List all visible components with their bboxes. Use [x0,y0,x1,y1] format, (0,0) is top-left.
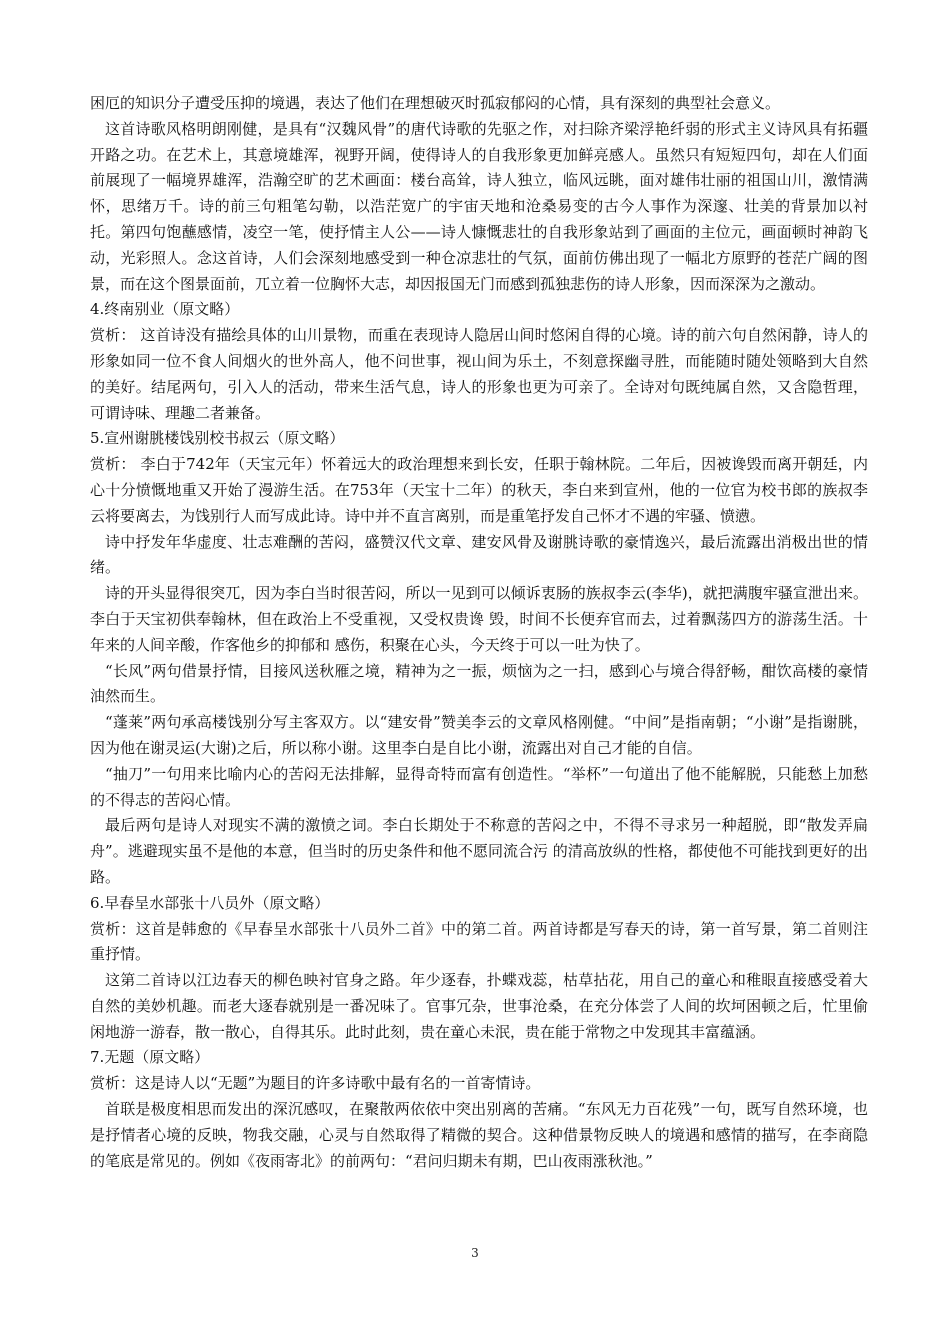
paragraph: 赏析：这是诗人以“无题”为题目的许多诗歌中最有名的一首寄情诗。 [90,1074,541,1093]
document-body [90,91,868,1174]
paragraph: 首联是极度相思而发出的深沉感叹，在聚散两依依中突出别离的苦痛。“东风无力百花残”一句，既写自然环境，也是抒情者心境的反映，物我交融，心灵与自然取得了精微的契合。这种借景物反映人的境遇和感情的描写，在李商隐的笔底是常见的。例如《夜雨寄北》的前两句：“君问归期未有期，巴山夜雨涨秋池。” [90,1100,868,1170]
paragraph: “长风”两句借景抒情，目接风送秋雁之境，精神为之一振，烦恼为之一扫，感到心与境合得舒畅，酣饮高楼的豪情油然而生。 [90,661,868,706]
paragraph: 最后两句是诗人对现实不满的激愤之词。李白长期处于不称意的苦闷之中，不得不寻求另一种超脱，即“散发弄扁舟”。逃避现实虽不是他的本意，但当时的历史条件和他不愿同流合污 的清高放纵的性格，都使他不可能找到更好的出路。 [90,816,868,886]
page-number: 3 [471,1246,479,1260]
paragraph: 这第二首诗以江边春天的柳色映衬官身之路。年少逐春，扑蝶戏蕊，枯草拈花，用自己的童心和稚眼直接感受着大自然的美妙机趣。而老大逐春就别是一番况味了。官事冗杂，世事沧桑，在充分体尝了人间的坎坷困顿之后，忙里偷闲地游一游春，散一散心，自得其乐。此时此刻，贵在童心未泯，贵在能于常物之中发现其丰富蕴涵。 [90,971,868,1041]
paragraph: 这首诗歌风格明朗刚健，是具有“汉魏风骨”的唐代诗歌的先驱之作，对扫除齐梁浮艳纤弱的形式主义诗风具有拓疆开路之功。在艺术上，其意境雄浑，视野开阔，使得诗人的自我形象更加鲜亮感人。虽然只有短短四句，却在人们面前展现了一幅境界雄浑，浩瀚空旷的艺术画面：楼台高耸，诗人独立，临风远眺，面对雄伟壮丽的祖国山川，激情满怀，思绪万千。诗的前三句粗笔勾勒，以浩茫宽广的宇宙天地和沧桑易变的古今人事作为深邃、壮美的背景加以衬托。第四句饱蘸感情，凌空一笔，使抒情主人公——诗人慷慨悲壮的自我形象站到了画面的主位元，画面顿时神韵飞动，光彩照人。念这首诗，人们会深刻地感受到一种仓凉悲壮的气氛，面前仿佛出现了一幅北方原野的苍茫广阔的图景，而在这个图景面前，兀立着一位胸怀大志，却因报国无门而感到孤独悲伤的诗人形象，因而深深为之激动。 [90,119,868,293]
paragraph: 赏析： 李白于742年（天宝元年）怀着远大的政治理想来到长安，任职于翰林院。二年后，因被谗毁而离开朝廷，内心十分愤慨地重又开始了漫游生活。在753年（天宝十二年）的秋天，李白来到宣州，他的一位官为校书郎的族叔李云将要离去，为饯别行人而写成此诗。诗中并不直言离别，而是重笔抒发自己怀才不遇的牢骚、愤懑。 [90,455,868,525]
paragraph: 诗中抒发年华虚度、壮志难酬的苦闷，盛赞汉代文章、建安风骨及谢朓诗歌的豪情逸兴，最后流露出消极出世的情绪。 [90,532,868,577]
section-heading: 4.终南别业（原文略） [90,300,240,319]
paragraph: 诗的开头显得很突兀，因为李白当时很苦闷，所以一见到可以倾诉衷肠的族叔李云(李华)，就把满腹牢骚宣泄出来。李白于天宝初供奉翰林，但在政治上不受重视，又受权贵谗 毁，时间不长便弃官而去，过着飘荡四方的游荡生活。十年来的人间辛酸，作客他乡的抑郁和 感伤，积聚在心头，今天终于可以一吐为快了。 [90,584,868,654]
paragraph: 困厄的知识分子遭受压抑的境遇，表达了他们在理想破灭时孤寂郁闷的心情，具有深刻的典型社会意义。 [90,94,781,112]
paragraph: 赏析：这首是韩愈的《早春呈水部张十八员外二首》中的第二首。两首诗都是写春天的诗，第一首写景，第二首则注重抒情。 [90,919,868,964]
section-heading: 5.宣州谢朓楼饯别校书叔云（原文略） [90,429,345,448]
section-heading: 6.早春呈水部张十八员外（原文略） [90,893,330,912]
paragraph: “抽刀”一句用来比喻内心的苦闷无法排解，显得奇特而富有创造性。“举杯”一句道出了他不能解脱，只能愁上加愁的不得志的苦闷心情。 [90,764,868,809]
section-heading: 7.无题（原文略） [90,1048,210,1067]
paragraph: 赏析： 这首诗没有描绘具体的山川景物，而重在表现诗人隐居山间时悠闲自得的心境。诗的前六句自然闲静，诗人的形象如同一位不食人间烟火的世外高人，他不问世事，视山间为乐土，不刻意探幽寻胜，而能随时随处领略到大自然的美好。结尾两句，引入人的活动，带来生活气息，诗人的形象也更为可亲了。全诗对句既纯属自然，又含隐哲理，可谓诗味、理趣二者兼备。 [90,326,868,422]
paragraph: “蓬莱”两句承高楼饯别分写主客双方。以“建安骨”赞美李云的文章风格刚健。“中间”是指南朝；“小谢”是指谢朓，因为他在谢灵运(大谢)之后，所以称小谢。这里李白是自比小谢，流露出对自己才能的自信。 [90,713,868,757]
